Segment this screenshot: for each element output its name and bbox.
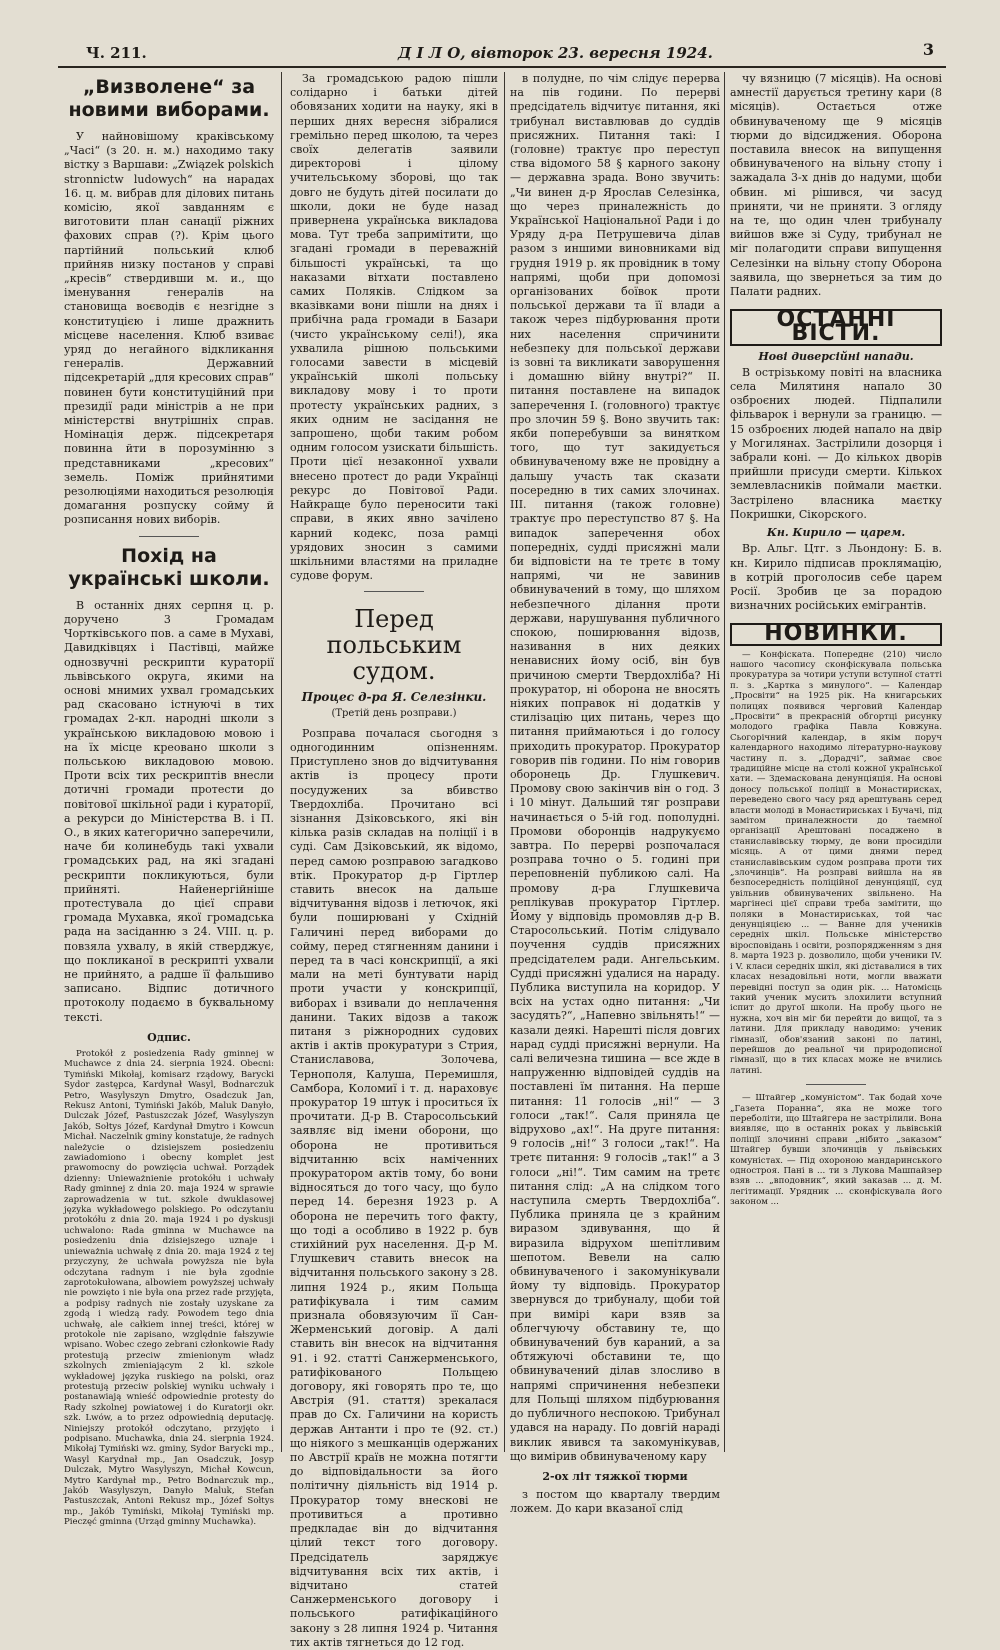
section-headline: ОСТАННІ ВІСТИ.	[730, 309, 942, 345]
news-body: — Штайгер „комуністом“. Так бодай хоче „Газета Поранна“, яка не може того переболіти, що Штайгера не застрілили. Вона виявляє, що в останніх роках у львівській поліції злочинні справи „нібито „заказом“ Штайгер бувши злочинців у львівських комуністах. — Під охороною мандаринського одностроя. Пані в ... ти з Лукова Машпайзер взяв ... „вподовник“, який заказав ... д. М. легітимації. Урядник ... сконфіскувала його законом ...	[730, 1093, 942, 1208]
masthead: Д І Л О, вівторок 23. вересня 1924.	[398, 44, 713, 62]
column-2	[290, 72, 498, 1649]
article-body: В останніх днях серпня ц. р. доручено 3 Громадам Чортківського пов. а саме в Мухаві, Давидківцях і Пастівці, майже однозвучні рескрипти кураторії львівського округа, якими на основі мнимих ухвал громадських рад скасовано істнуючі в тих громадах 2-кл. народні школи з українською викладовою мовою і на їх місце креовано школи з польською викладовою мовою. Проти всіх тих рескриптів внесли дотичні громади протести до повітової шкільної ради і кураторії, а рекурси до Міністерства В. і П. О., в яких категорично заперечили, наче би колинебудь такі ухвали громадських рад, на які згадані рескрипти покликуються, були прийняті. Найенергійніше протестувала до цієї справи громада Мухавка, якої громадська рада на засіданню з 24. VIII. ц. р. повзяла ухвалу, в якій стверджує, що покликаної в рескрипті ухвали не прийнято, а радше її фальшиво записано. Відпис дотичного протоколу подаємо в буквальному тексті.	[64, 598, 274, 1024]
sentence-highlight: 2-ох літ тяжкої тюрми	[542, 1469, 688, 1483]
news-body: — Конфіската. Попереднє (210) число нашого часопису сконфіскувала польська прокуратура за чотири уступи вступної статті п. з. „Картка з минулого“. — Календар „Просвіти“ на 1925 рік. На книгарських полицях появився черговий Календар „Просвіти“ в прекрасній обгортці рисунку молодого графіка Павла Ковжуна. Сьогорічний календар, в якім поруч календарного находимо літературно-наукову частину п. з. „Дорадчі“, займає своє традиційне місце на столі кожної української хати. — Здемаскована денунціяція. На основі доносу польської поліції в Монастирисках, переведено свого часу ряд арештувань серед власти молоді в Монастириськах і Бучачі, під замітом приналежности до таємної організації Арештовані посаджено в станиславівську тюрму, де вони просиділи місяць. А от цими днями перед станиславівським судом розправа проти тих „злочинців“. На розправі вийшла на яв безпосередність поліційної денунціяції, суд увільнив обвинувачених звільнено. На маргінесі цієї справи треба замітити, що поляки в Монастириськах, той час денунціяцією ... — Ванне для учеників середніх шкіл. Польське міністерство віросповідань і освіти, розпорядженням з дня 8. марта 1923 р. дозволило, щоби ученики IV. i V. класи середніх шкіл, які діставалися в тих класах незадовільні ноти, могли вважати перевідні поступ за один рік. ... Натомісць такий ученик мусить злохилити вступний іспит до другої школи. На пробу цього не нужна, хоч він міг би перейти до вищої, та з латини. Для прикладу наводимо: ученик гімназії, обов'язаний законі по латині, перейшов до реальної чи природописної гімназії, що в тих класах може не вчились латині.	[730, 649, 942, 1076]
article-body: За громадською радою пішли солідарно і батьки дітей обовязаних ходити на науку, які в перших днях вересня зібралися гремільно перед школою, та через своїх делегатів заявили директорові і цілому учительському зборові, що так довго не будуть дітей посилати до школи, доки не буде назад привернена українська викладова мова. Тут треба запримітити, що згадані громади в переважній більшості українські, та що наказами вітхати поставлено самих Поляків. Слідком за вказівками вони пішли на днях і прибічна рада громади в Базари (чисто українському селі!), яка ухвалила рішною польськими голосами завести в місцевій українській школі польську викладову мову і то проти протесту українських радних, з яких одним не засідання не запрошено, щоби таким робом одним голосом узискати більшість. Проти цієї незаконної ухвали внесено протест до ради Українці рекурс до Повітової Ради. Найкраще було переносити такі справи, в яких явно зачілено карний кодекс, поза рамці урядових зносин з самими шкільними властями на приладне судове форум.	[290, 72, 498, 583]
article-headline: Перед польським судом.	[326, 605, 462, 686]
section-headline: НОВИНКИ.	[730, 623, 942, 645]
page-header	[58, 40, 938, 64]
article-body: чу вязницю (7 місяців). На основі амнестії дарується третину кари (8 місяців). Остається отже обвинуваченому ще 9 місяців тюрми до відсиджения. Оборона поставила внесок на випущення обвинуваченого на вільну стопу і зажадала 3-х днів до надуми, щоби обвин. мі рішився, чи засуд приняти, чи не приняти. З огляду на те, що один член трибуналу вийшов вже зі Суду, трибунал не міг полагодити справи випущення Селезінки на вільну стопу Оборона заявила, що звернеться за тим до Палати радних.	[730, 72, 942, 299]
separator	[364, 591, 424, 592]
article-body: В острізькому повіті на власника села Милятиня напало 30 озброєних людей. Підпалили фільварок і вернули за границю. — 15 озброєних людей напало на двір у Могилянах. Застрілили дозорця і забрали коні. — До кількох дворів прийшли присуди смерти. Кількох землевласників поймали маєтки. Застрілено власника маєтку Покришки, Сікорского.	[730, 365, 942, 521]
column-4	[730, 72, 942, 1447]
article-subheadline: Процес д-ра Я. Селезінки.	[301, 690, 487, 705]
article-dateline: (Третій день розправи.)	[331, 707, 457, 719]
column-3	[510, 72, 720, 1516]
header-rule	[58, 66, 946, 68]
article-headline: „Визволене“ за новими виборами.	[68, 76, 270, 121]
polish-protocol-text: Protokół z posiedzenia Rady gminnej w Muchawce z dnia 24. sierpnia 1924. Obecni: Tymiński Mikołaj, komisarz rządowy, Barycki Sydor zastępca, Kardynał Wasyl, Bodnarczuk Petro, Wasylyszyn Dmytro, Osadczuk Jan, Rekusz Antoni, Tymiński Jakób, Maluk Danyło, Dulczak Józef, Pastuszczak Józef, Wasylyszyn Jakób, Sołtys Józef, Kardynał Dmytro i Kowcun Michał. Naczelnik gminy konstatuje, że radnych należycie o dzisiejszem posiedzeniu zawiadomiono i obecny komplet jest prawomocny do powzięcia uchwał. Porządek dzienny: Unieważnienie protokółu i uchwały Rady gminnej z dnia 20. maja 1924 w sprawie zaprowadzenia w tut. szkole dwuklasowej języka wykładowego polskiego. Po odczytaniu protokółu z dnia 20. maja 1924 i po dyskusji uchwalono: Rada gminna w Muchawce na posiedzeniu dnia dzisiejszego uznaje i unieważnia uchwałę z dnia 20. maja 1924 z tej przyczyny, że uchwała powyższa nie była odczytana radnym i nie była zgodnie zaprotokułowana, albowiem powyższej uchwały nie powzięto i nie była ona przez rade przyjęta, a podpisy radnych nie zostały uzyskane za zgodą i wiedzą rady. Powodem tego dnia uchwałę, ale całkiem innej treści, której w protokole nie zapisano, względnie fałszywie wpisano. Wobec czego zebrani członkowie Rady protestują przeciw zmienionym władz szkolnych zmieniającym 2 kl. szkole wykładowej języka ruskiego na polski, oraz protestują przeciw polskiej wyniku uchwały i postanawiają wnieść odpowiednie protesty do Rady szkolnej powiatowej i do Kuratorji okr. szk. Lwów, a to przez odpowiednią deputację. Niniejszy protokół odczytano, przyjęto i podpisano. Muchawka, dnia 24. sierpnia 1924. Mikołaj Tymiński wz. gminy, Sydor Barycki mp., Wasyl Karydnał mp., Jan Osadczuk, Josyp Dulczak, Mytro Wasylyszyn, Michał Kowcun, Mytro Kardynał mp., Petro Bodnarczuk mp., Jakób Wasylyszyn, Danyło Maluk, Stefan Pastuszczak, Antoni Rekusz mp., Józef Sołtys mp., Jakób Tymiński, Mikołaj Tymiński mp. Pieczęć gminna (Urząd gminny Muchawka).	[64, 1048, 274, 1528]
odpis-heading: Одпис.	[147, 1030, 191, 1044]
separator	[139, 536, 199, 537]
article-body: Вр. Альг. Цтг. з Льондону: Б. в. кн. Кирило підписав проклямацію, в котрій проголосив себе царем Росії. Зробив це за порадою визначних російських емігрантів.	[730, 542, 942, 613]
column-divider	[281, 72, 282, 1452]
issue-number: Ч. 211.	[86, 44, 147, 62]
page-number: 3	[922, 40, 934, 59]
article-body: У найновішому краківському „Часі“ (з 20. н. м.) находимо таку вістку з Варшави: „Związek polskich stronnictw ludowych“ на нарадах 16. ц. м. вибрав для ділових питань комісію, якої завданням є виготовити план санації ріжних фахових справ (?). Крім цього партійний польський клюб прийняв низку постанов у справі „кресів“ ствердивши м. и., що іменування генералів на становища воєводів є незгідне з конституцією і лише дражнить місцеве населення. Клюб взиває уряд до негайного відкликання генералів. Державний підсекретарій „для кресових справ“ повинен бути конституційний при президії ради міністрів а не при міністерстві внутрішніх справ. Номінація держ. підсекретаря повинна йти в порозумінню з представниками „кресових“ земель. Поміж прийнятими резолюціями находиться резолюція домагання розпуску сойму й розписання нових виборів.	[64, 130, 274, 527]
article-body: Розправа почалася сьогодня з одногодинним опізненням. Приступлено знов до відчитування актів із процесу проти посудужених за вбивство Твердохліба. Прочитано всі зізнання Дзіковського, які він кілька разів складав на поліції і в суді. Сам Дзіковський, як відомо, перед самою розправою загадково втік. Прокуратор д-р Гіртлер ставить внесок на дальше відчитування відозв і летючок, які були поширювані у Східній Галичині перед виборами до сойму, перед стягненням данини і перед та в часі конскрипції, а які мали на меті бунтувати нарід проти участи у конскрипції, виборах і взивали до неплачення данини. Таких відозв а також питаня з ріжнородних судових актів і актів прокуратури з Стрия, Станиславова, Золочева, Тернополя, Калуша, Перемишля, Самбора, Коломиї і т. д. нараховує прокуратор 19 штук і проситься їх прочитати. Д-р В. Старосольський заявляє від імени оборони, що оборона не противиться відчитанню всіх наміченних прокуратором актів тому, бо вони відносяться до того часу, що було перед 14. березня 1923 р. А оборона не перечить того факту, що тоді а особливо в 1922 р. був стихійний рух населення. Д-р М. Глушкевич ставить внесок на відчитання польського закону з 28. липня 1924 р., яким Польща ратифікувала і тим самим признала обовязуючим її Сан-Жерменський договір. А далі ставить він внесок на відчитання 91. і 92. статті Санжерменського, ратифікованого Польщею договору, які говорять про те, що Австрія (91. стаття) зрекалася прав до Сх. Галичини на користь держав Антанти і про те (92. ст.) що ніякого з мешканців одержаних по Австрії країв не можна потягти до відповідальности за його політичну діяльність від 1914 р. Прокуратор тому внескові не противиться а противно предкладає він до відчитання цілий текст того договору. Предсідатель заряджує відчитування всіх тих актів, і відчитано статей Санжерменського договору і польського ратифікаційного закону з 28 липня 1924 р. Читання тих актів тягнеться до 12 год.	[290, 726, 498, 1649]
article-body: з постом що кварталу твердим ложем. До кари вказаної слід	[510, 1488, 720, 1516]
separator	[806, 1084, 866, 1085]
article-headline: Похід на українські школи.	[68, 544, 270, 590]
column-1	[64, 72, 274, 1528]
column-divider	[504, 72, 505, 1452]
article-subheadline: Кн. Кирило — царем.	[766, 526, 906, 540]
article-body: в полудне, по чім слідує перерва на пів години. По перерві предсідатель відчитує питання, які трибунал виставлював до суддів присяжних. Питання такі: I (головне) трактує про переступ ства відомого 58 § карного закону — державна зрада. Воно звучить: „Чи винен д-р Ярослав Селезінка, що через приналежність до Української Національної Ради і до Уряду д-ра Петрушевича ділав разом з иншими виновниками від грудня 1919 р. як провідник в тому напрямі, щоби при допомозі організованих боївок проти польської держави та її влади а також через підбурювання проти них населення спричинити небезпеку для польської держави із зовні та викликати заворушення і домашню війну внутрі?“ II. питання поставлене на випадок заперечення I. (головного) трактує про злочин 59 §. Воно звучить так: якби поперебувши за винятком того, що тут закидується обвинуваченому вже не провідну а дальшу участь так сказати посередню в тих самих злочинах. III. питання (також головне) трактує про переступство 87 §. На випадок заперечення обох попередніх, судді присяжні мали би відповісти на те третє в тому напрямі, чи не завинив обвинувачений в тому, що шляхом небезпечного ділання проти держави, нарушування публичного спокою, поширювання відозв, називання в них деяких ненависних йому осіб, він був причиною смерти Твердохліба? Ні прокуратор, ні оборона не вносять ніяких поправок ні додатків у стилізацію цих питань, через що питання приймаються і до голосу приходить прокуратор. Прокуратор говорив пів години. По нім говорив оборонець Др. Глушкевич. Промову свою закінчив він о год. 3 і 10 мінут. Дальший тяг розправи начинається о 5-ій год. пополудні. Промови оборонців надрукуємо завтра. По перерві розпочалася розправа точно о 5. годині при переповненій публикою салі. На промову д-ра Глушкевича реплікував прокуратор Гіртлер. Йому у відповідь промовляв д-р В. Старосольський. Потім слідувало поучення суддів присяжних предсідателем ради. Ангельським. Судді присяжні удалися на нараду. Публика виступила на коридор. У всіх на устах одно питання: „Чи засудять?“, „Напевно звільнять!“ — казали деякі. Нарешті після довгих нарад судді присяжні вернули. На салі величезна тишина — все жде в напруженню відповідей суддів на поставлені їм питання. На перше питання: 11 голосів „ні!“ — 3 голоси „так!“. Саля приняла це відрухово „ах!“. На друге питання: 9 голосів „ні!“ 3 голоси „так!“. На третє питання: 9 голосів „так!“ а 3 голоси „ні!“. Тим самим на третє питання слід: „А на слідком того наступила смерть Твердохліба“. Публика приняла це з крайним виразом здивування, що й виразила відрухом шепітливим шепотом. Вевели на салю обвинуваченого і закомунікували йому ту відповідь. Прокуратор звернувся до трибуналу, щоби той при вимірі кари взяв за облегчуючу обставину те, що обвинувачений був караний, а за обтяжуючі обставини те, що обвинувачений ділав злосливо в напрямі спричинення небезпеки для Польщі шляхом підбурювання до публичного неспокою. Трибунал удався на нараду. По довгій нараді виклик явився та закомунікував, що вимірив обвинуваченому кару	[510, 72, 720, 1463]
article-subheadline: Нові диверсійні напади.	[758, 349, 914, 363]
column-divider	[724, 72, 725, 1452]
